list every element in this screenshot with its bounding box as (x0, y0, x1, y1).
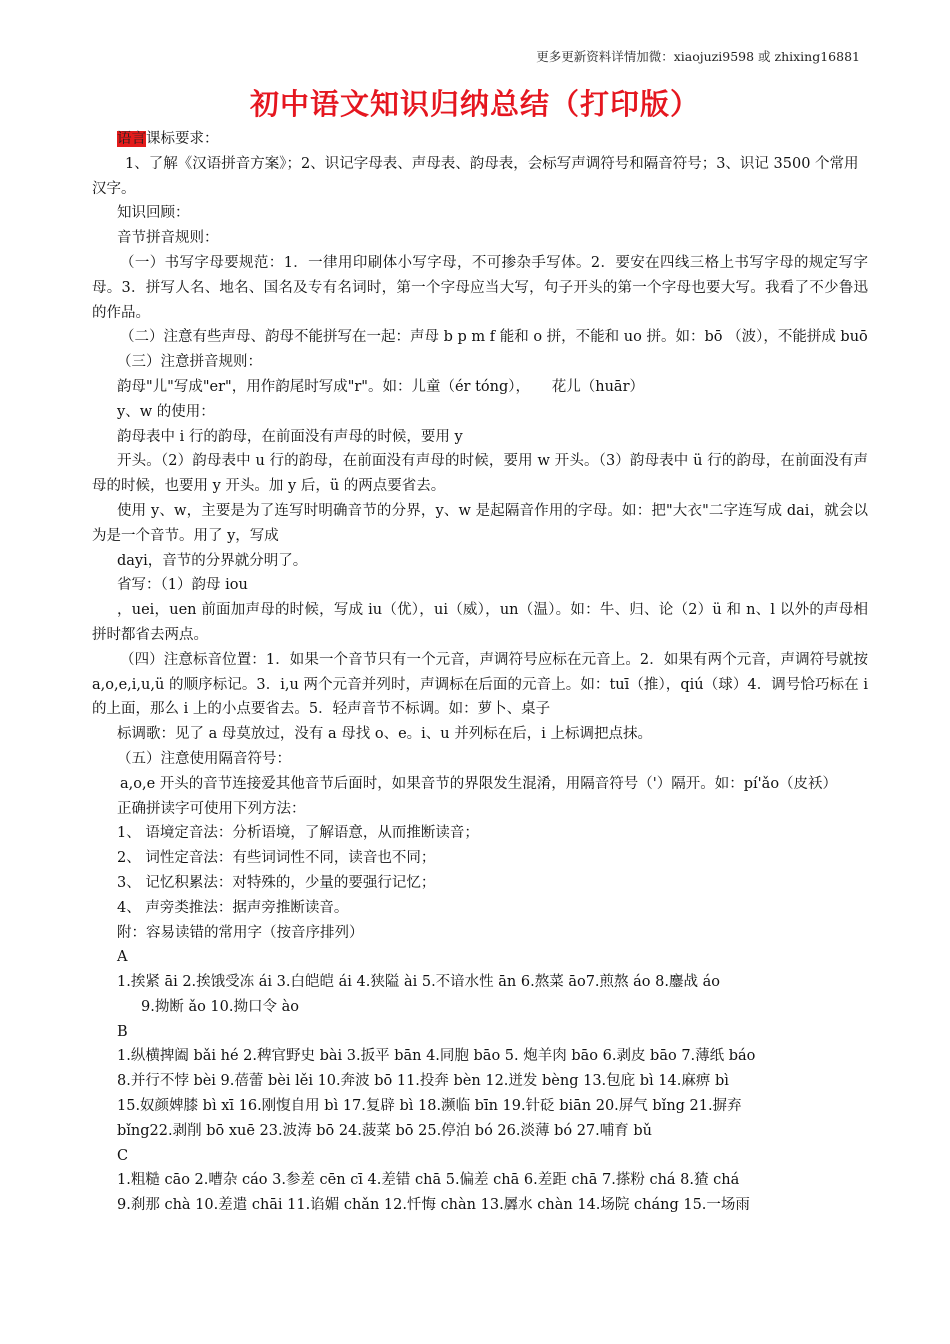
word-list-line: 1.粗糙 cāo 2.嘈杂 cáo 3.参差 cēn cī 4.差错 chā 5.偏差 chā 6.差距 chā 7.搽粉 chá 8.猹 chá (117, 1172, 740, 1189)
header-note: 更多更新资料详情加微：xiaojuzi9598 或 zhixing16881 (536, 49, 860, 64)
paragraph: 标调歌：见了 a 母莫放过，没有 a 母找 o、e。i、u 并列标在后，i 上标调把点抹。 (117, 726, 652, 743)
paragraph: 韵母"儿"写成"er"，用作韵尾时写成"r"。如：儿童（ér tóng）， 花儿（huār） (117, 378, 645, 395)
paragraph: dayi，音节的分界就分明了。 (117, 552, 308, 569)
word-list-line: 15.奴颜婢膝 bì xī 16.刚愎自用 bì 17.复辟 bì 18.濒临 bīn 19.针砭 biān 20.屏气 bǐng 21.摒弃 (117, 1098, 742, 1115)
paragraph: （三）注意拼音规则： (117, 354, 262, 371)
paragraph (92, 127, 868, 152)
page-title: 初中语文知识归纳总结（打印版） (249, 87, 700, 121)
highlighted-text: 语言 (117, 131, 146, 147)
list-item: 1、 语境定音法：分析语境，了解语意，从而推断读音； (117, 825, 479, 842)
word-list-line: 1.挨紧 āi 2.挨饿受冻 ái 3.白皑皑 ái 4.狭隘 ài 5.不谙水性 ān 6.熬菜 āo7.煎熬 áo 8.鏖战 áo (117, 974, 720, 991)
section-letter: B (117, 1023, 128, 1040)
word-list-line: bǐng22.剥削 bō xuē 23.波涛 bō 24.菠菜 bō 25.停泊 bó 26.淡薄 bó 27.哺育 bǔ (117, 1122, 652, 1139)
paragraph: 音节拼音规则： (117, 230, 219, 247)
paragraph: 1、了解《汉语拼音方案》；2、识记字母表、声母表、韵母表，会标写声调符号和隔音符号；3、识记 3500 个常用汉字。 (92, 155, 859, 197)
paragraph: 正确拼读字可使用下列方法： (117, 800, 306, 817)
paragraph: （一）书写字母要规范：1．一律用印刷体小写字母，不可掺杂手写体。2．要安在四线三格上书写字母的规定写字母。3．拼写人名、地名、国名及专有名词时，第一个字母应当大写，句子开头的第一个字母也要大写。我看了不少鲁迅的作品。 (92, 254, 868, 321)
word-list-line: 1.纵横捭阖 bǎi hé 2.稗官野史 bài 3.扳平 bān 4.同胞 bāo 5. 炮羊肉 bāo 6.剥皮 bāo 7.薄纸 báo (117, 1048, 756, 1065)
text: 课标要求： (146, 131, 219, 147)
paragraph: 韵母表中 i 行的韵母，在前面没有声母的时候，要用 y (117, 428, 463, 445)
paragraph: 省写：（1）韵母 iou (117, 577, 248, 594)
section-letter: C (117, 1147, 129, 1164)
paragraph: 附：容易读错的常用字（按音序排列） (117, 924, 364, 941)
list-item: 3、 记忆积累法：对特殊的，少量的要强行记忆； (117, 874, 436, 891)
paragraph: 使用 y、w，主要是为了连写时明确音节的分界，y、w 是起隔音作用的字母。如：把"大衣"二字连写成 dai，就会以为是一个音节。用了 y，写成 (92, 502, 868, 544)
paragraph: 开头。（2）韵母表中 u 行的韵母，在前面没有声母的时候，要用 w 开头。（3）韵母表中 ü 行的韵母，在前面没有声母的时候，也要用 y 开头。加 y 后，ü 的两点要省去。 (92, 453, 868, 495)
paragraph: 知识回顾： (117, 205, 190, 222)
word-list-line: 9.拗断 ǎo 10.拗口令 ào (141, 998, 299, 1015)
paragraph: a,o,e 开头的音节连接爱其他音节后面时，如果音节的界限发生混淆，用隔音符号（'）隔开。如：pí'ǎo（皮袄） (120, 775, 838, 792)
list-item: 4、 声旁类推法：据声旁推断读音。 (117, 899, 349, 916)
list-item: 2、 词性定音法：有些词词性不同，读音也不同； (117, 850, 436, 867)
section-letter: A (117, 949, 128, 966)
paragraph: （二）注意有些声母、韵母不能拼写在一起：声母 b p m f 能和 o 拼，不能和 uo 拼。如：bō （波），不能拼成 buō (120, 329, 868, 346)
word-list-line: 9.刹那 chà 10.差遣 chāi 11.谄媚 chǎn 12.忏悔 chàn 13.羼水 chàn 14.场院 cháng 15.一场雨 (117, 1197, 750, 1214)
paragraph: ，uei，uen 前面加声母的时候，写成 iu（优），ui（威），un（温）。如：牛、归、论（2）ü 和 n、l 以外的声母相拼时都省去两点。 (92, 602, 868, 643)
paragraph: y、w 的使用： (117, 403, 215, 420)
document-body (92, 127, 868, 1218)
paragraph: （四）注意标音位置：1．如果一个音节只有一个元音，声调符号应标在元音上。2．如果有两个元音，声调符号就按 a,o,e,i,u,ü 的顺序标记。3．i,u 两个元音并列时，声调标在后面的元音上。如：tuī（推），qiú（球）4．调号恰巧标在 i 的上面，那么 i 上的小点要省去。5．轻声音节不标调。如：萝卜、桌子 (92, 651, 868, 718)
paragraph: （五）注意使用隔音符号： (117, 750, 291, 767)
word-list-line: 8.并行不悖 bèi 9.蓓蕾 bèi lěi 10.奔波 bō 11.投奔 bèn 12.迸发 bèng 13.包庇 bì 14.麻痹 bì (117, 1073, 729, 1090)
